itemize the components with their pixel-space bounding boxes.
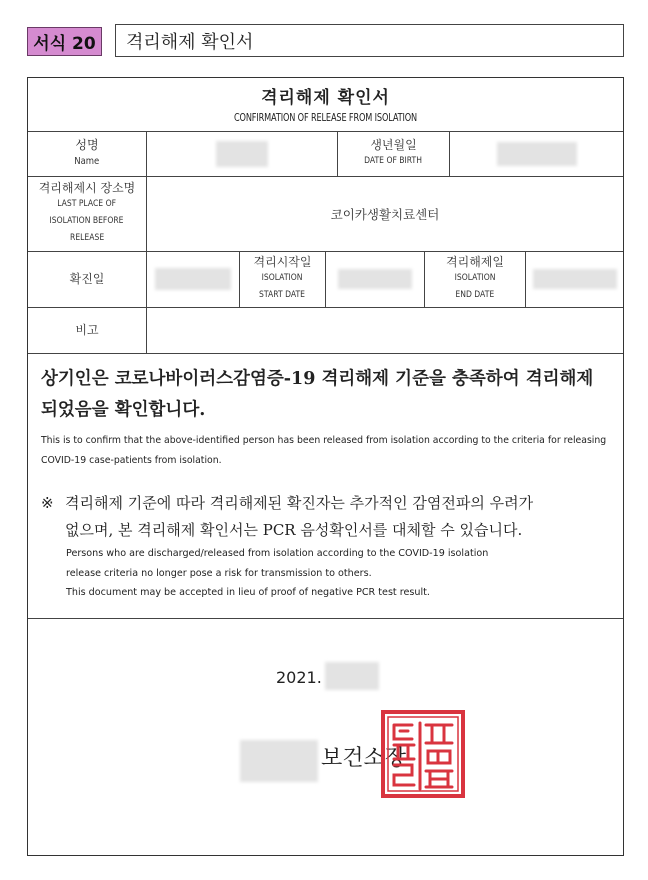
row-remarks <box>28 307 623 354</box>
row-name <box>28 131 623 177</box>
remarks-value <box>147 307 623 353</box>
notice-en: Persons who are discharged/released from isolation according to the COVID-19 isolation release criteria no longer pose a risk for transmission to others. This document may be accepted in lieu of proof of negative PCR test result. <box>66 548 489 598</box>
dob-label: 생년월일 DATE OF BIRTH <box>338 131 450 176</box>
redacted-start-date <box>338 269 412 289</box>
document-title-en: CONFIRMATION OF RELEASE FROM ISOLATION <box>233 112 418 124</box>
confirmed-date-value <box>147 251 240 307</box>
redacted-issue-date <box>325 662 379 690</box>
certificate-document <box>27 77 624 856</box>
redacted-end-date <box>533 269 617 289</box>
remarks-label: 비고 <box>28 307 147 353</box>
statement-ko: 상기인은 코로나바이러스감염증-19 격리해제 기준을 충족하여 격리해제 되었음을 확인합니다. <box>41 369 594 420</box>
notice-block <box>41 490 621 603</box>
end-date-label: 격리해제일 ISOLATION END DATE <box>425 251 526 307</box>
start-date-value <box>326 251 425 307</box>
statement-en: This is to confirm that the above-identified person has been released from isolation according to the criteria for releasing COVID-19 case-patients from isolation. <box>41 435 607 466</box>
start-date-label: 격리시작일 ISOLATION START DATE <box>240 251 326 307</box>
row-place <box>28 176 623 252</box>
redacted-name <box>216 141 268 167</box>
row-dates <box>28 251 623 308</box>
form-title: 격리해제 확인서 <box>115 24 624 57</box>
name-value <box>147 131 338 176</box>
redacted-health-center-name <box>240 740 318 782</box>
redacted-confirmed-date <box>155 268 231 290</box>
issue-date: 2021. <box>276 668 322 687</box>
dob-value <box>450 131 623 176</box>
document-title-ko: 격리해제 확인서 <box>261 88 390 108</box>
notice-ko: ※ 격리해제 기준에 따라 격리해제된 확진자는 추가적인 감염전파의 우려가 없으며, 본 격리해제 확인서는 PCR 음성확인서를 대체할 수 있습니다. <box>41 490 621 544</box>
name-label: 성명 Name <box>28 131 147 176</box>
place-label: 격리해제시 장소명 LAST PLACE OF ISOLATION BEFORE RELEASE <box>28 176 147 251</box>
document-header <box>28 78 623 132</box>
confirmed-date-label: 확진일 <box>28 251 147 307</box>
official-seal-icon <box>380 709 466 799</box>
reference-mark-icon: ※ <box>41 494 54 512</box>
divider <box>28 618 623 619</box>
place-value: 코이카생활치료센터 <box>330 206 440 222</box>
redacted-dob <box>497 142 577 166</box>
form-number-badge: 서식 20 <box>27 27 102 56</box>
signer-title: 보건소장 <box>321 746 407 771</box>
end-date-value <box>526 251 623 307</box>
